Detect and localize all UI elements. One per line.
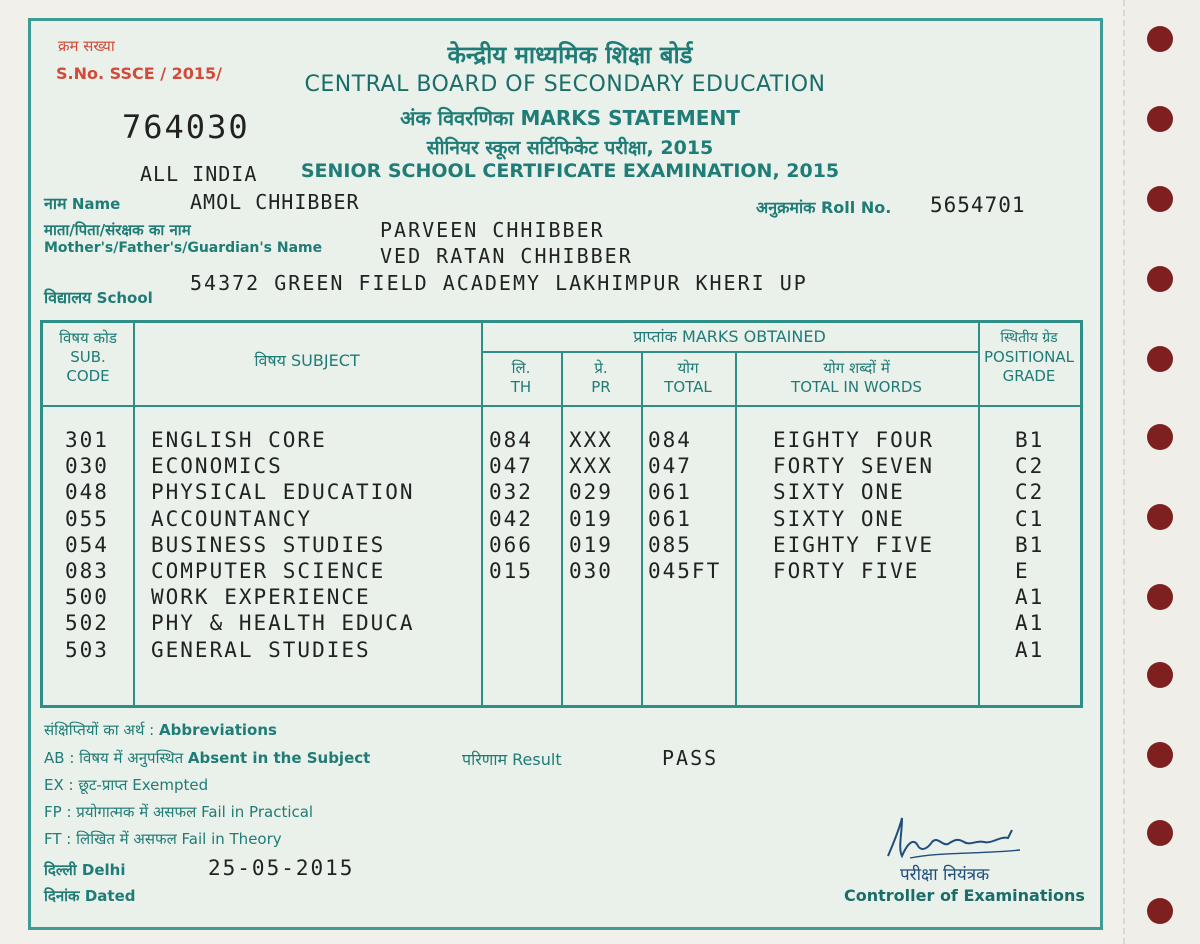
cell-code: 030 (65, 454, 109, 479)
abbreviation-item (44, 775, 208, 795)
header-marks-english: MARKS OBTAINED (682, 327, 826, 346)
cell-code: 301 (65, 428, 109, 452)
punch-hole (1147, 106, 1173, 132)
serial-number: 764030 (122, 108, 250, 146)
cell-pr: 019 (569, 532, 613, 557)
statement-title-english: MARKS STATEMENT (520, 106, 740, 130)
issue-date: 25-05-2015 (208, 856, 355, 880)
school-name: 54372 GREEN FIELD ACADEMY LAKHIMPUR KHERI UP (190, 271, 808, 295)
header-marks-hindi: प्राप्तांक (633, 327, 677, 346)
board-title-hindi: केन्द्रीय माध्यमिक शिक्षा बोर्ड (447, 41, 693, 69)
cell-words: FORTY SEVEN (773, 454, 935, 479)
cell-grade: E (1015, 559, 1030, 583)
cell-grade: B1 (1015, 428, 1045, 452)
cell-th: 066 (489, 532, 533, 557)
school-label (44, 286, 153, 308)
cell-code: 503 (65, 637, 109, 662)
header-subject (133, 351, 481, 370)
cell-grade: A1 (1015, 637, 1045, 662)
abbreviation-hindi: छूट-प्राप्त (78, 776, 128, 794)
cell-total: 085 (648, 532, 692, 557)
punch-hole (1147, 424, 1173, 450)
cell-th: 084 (489, 428, 533, 452)
cell-grade: B1 (1015, 532, 1045, 557)
dated-english: Dated (84, 887, 136, 905)
cell-words: SIXTY ONE (773, 480, 905, 505)
cell-code: 500 (65, 585, 109, 610)
header-th (481, 359, 561, 397)
name-label-hindi: नाम (44, 194, 67, 213)
perforated-strip (1123, 0, 1200, 944)
cell-code: 048 (65, 480, 109, 505)
punch-hole (1147, 898, 1173, 924)
school-label-english: School (96, 289, 153, 307)
header-pr-hindi: प्रे. (594, 359, 608, 377)
punch-hole (1147, 584, 1173, 610)
header-positional-grade (978, 329, 1080, 386)
place-label (44, 860, 126, 880)
abbreviations-title-hindi: संक्षिप्तियों का अर्थ : (44, 721, 155, 739)
cell-pr: 019 (569, 506, 613, 531)
cell-grade: C2 (1015, 480, 1045, 505)
place-hindi: दिल्ली (44, 861, 77, 879)
cell-subject: ENGLISH CORE (151, 428, 327, 452)
controller-title-hindi: परीक्षा नियंत्रक (900, 865, 990, 885)
exam-title-hindi: सीनियर स्कूल सर्टिफिकेट परीक्षा, 2015 (426, 137, 714, 159)
exam-title: SENIOR SCHOOL CERTIFICATE EXAMINATION, 2015 (300, 160, 840, 182)
abbreviation-hindi: लिखित में असफल (76, 830, 177, 848)
cell-pr: 029 (569, 480, 613, 505)
cell-th: 032 (489, 480, 533, 505)
table-row (43, 428, 1080, 454)
abbreviation-item (44, 748, 370, 768)
board-title: CENTRAL BOARD OF SECONDARY EDUCATION (304, 72, 826, 97)
school-label-hindi: विद्यालय (44, 288, 92, 307)
punch-hole (1147, 504, 1173, 530)
result-label (462, 748, 562, 770)
table-row (43, 611, 1080, 637)
exam-scope: ALL INDIA (140, 162, 258, 186)
punch-hole (1147, 820, 1173, 846)
header-subject-english: SUBJECT (291, 351, 360, 370)
punch-hole (1147, 266, 1173, 292)
cell-th: 015 (489, 559, 533, 583)
abbreviation-key: EX : (44, 776, 74, 794)
cell-words: EIGHTY FIVE (773, 532, 935, 557)
father-name: VED RATAN CHHIBBER (380, 244, 633, 268)
cell-th: 042 (489, 506, 533, 531)
cell-subject: PHYSICAL EDUCATION (151, 480, 415, 505)
cell-total: 061 (648, 506, 692, 531)
cell-total: 084 (648, 428, 692, 452)
punch-hole (1147, 742, 1173, 768)
cell-grade: C1 (1015, 506, 1045, 531)
cell-subject: WORK EXPERIENCE (151, 585, 371, 610)
cell-code: 083 (65, 559, 109, 583)
student-name: AMOL CHHIBBER (190, 190, 360, 214)
abbreviation-english: Absent in the Subject (187, 749, 371, 767)
header-marks-obtained (481, 327, 978, 346)
punch-hole (1147, 186, 1173, 212)
header-code-hindi: विषय कोड (59, 329, 117, 347)
result-label-hindi: परिणाम (462, 750, 508, 769)
table-row (43, 559, 1080, 585)
cell-subject: BUSINESS STUDIES (151, 532, 386, 557)
table-row (43, 480, 1080, 506)
cell-code: 502 (65, 611, 109, 636)
cell-total: 061 (648, 480, 692, 505)
cell-words: SIXTY ONE (773, 506, 905, 531)
header-total-words (735, 359, 978, 397)
cell-total: 045FT (648, 559, 722, 583)
cell-pr: XXX (569, 428, 613, 452)
cell-subject: PHY & HEALTH EDUCA (151, 611, 415, 636)
abbreviation-english: Fail in Theory (181, 830, 282, 848)
abbreviation-hindi: विषय में अनुपस्थित (79, 749, 184, 767)
header-pr-english: PR (591, 378, 611, 396)
cell-subject: ACCOUNTANCY (151, 506, 313, 531)
marks-table (40, 320, 1083, 708)
abbreviations-title (44, 720, 277, 740)
header-th-hindi: लि. (511, 359, 531, 377)
roll-label-english: Roll No. (820, 198, 892, 217)
abbreviation-item (44, 802, 313, 822)
cell-code: 054 (65, 532, 109, 557)
cell-total: 047 (648, 454, 692, 479)
table-row (43, 533, 1080, 559)
header-grade-hindi: स्थितीय ग्रेड (1000, 330, 1058, 346)
abbreviation-hindi: प्रयोगात्मक में असफल (76, 803, 197, 821)
cell-subject: GENERAL STUDIES (151, 637, 371, 662)
header-subject-hindi: विषय (254, 351, 286, 370)
abbreviation-english: Exempted (132, 776, 209, 794)
cell-grade: A1 (1015, 585, 1045, 610)
table-row (43, 585, 1080, 611)
controller-title: Controller of Examinations (844, 886, 1085, 905)
serial-label-hindi: क्रम सख्या (58, 37, 115, 55)
mother-name: PARVEEN CHHIBBER (380, 218, 605, 242)
cell-grade: C2 (1015, 454, 1045, 479)
cell-code: 055 (65, 506, 109, 531)
result-label-english: Result (512, 750, 562, 769)
cell-subject: COMPUTER SCIENCE (151, 559, 386, 583)
parent-label-hindi: माता/पिता/संरक्षक का नाम (44, 221, 191, 239)
name-label (44, 192, 120, 214)
punch-hole (1147, 346, 1173, 372)
table-row (43, 507, 1080, 533)
abbreviation-key: FT : (44, 830, 72, 848)
header-words-hindi: योग शब्दों में (823, 359, 890, 377)
place-english: Delhi (81, 861, 126, 879)
header-total (641, 359, 735, 397)
abbreviations-title-english: Abbreviations (159, 721, 277, 739)
cell-grade: A1 (1015, 611, 1045, 636)
roll-number: 5654701 (930, 193, 1026, 217)
table-row (43, 454, 1080, 480)
header-th-english: TH (510, 378, 532, 396)
cell-subject: ECONOMICS (151, 454, 283, 479)
dated-label (44, 886, 135, 906)
roll-label (756, 196, 891, 218)
abbreviation-item (44, 829, 282, 849)
abbreviation-key: FP : (44, 803, 72, 821)
cell-th: 047 (489, 454, 533, 479)
punch-hole (1147, 26, 1173, 52)
serial-label: S.No. SSCE / 2015/ (56, 64, 222, 83)
header-code: SUB. CODE (66, 348, 110, 385)
header-sub-code (43, 329, 133, 386)
name-label-english: Name (71, 195, 121, 213)
header-total-english: TOTAL (664, 378, 712, 396)
table-row (43, 638, 1080, 664)
punch-hole (1147, 662, 1173, 688)
cell-pr: 030 (569, 559, 613, 583)
header-grade: POSITIONAL GRADE (983, 348, 1075, 385)
controller-signature (880, 812, 1040, 866)
cell-words: EIGHTY FOUR (773, 428, 935, 452)
statement-title-hindi: अंक विवरणिका (400, 106, 514, 130)
dated-hindi: दिनांक (44, 887, 80, 905)
cell-words: FORTY FIVE (773, 559, 920, 583)
parent-label: Mother's/Father's/Guardian's Name (44, 240, 323, 256)
header-total-hindi: योग (677, 359, 699, 377)
header-words-english: TOTAL IN WORDS (791, 378, 922, 396)
result-value: PASS (662, 746, 719, 770)
abbreviation-english: Fail in Practical (201, 803, 314, 821)
cell-pr: XXX (569, 454, 613, 479)
statement-title (360, 104, 780, 131)
abbreviation-key: AB : (44, 749, 75, 767)
roll-label-hindi: अनुक्रमांक (756, 198, 816, 217)
header-pr (561, 359, 641, 397)
